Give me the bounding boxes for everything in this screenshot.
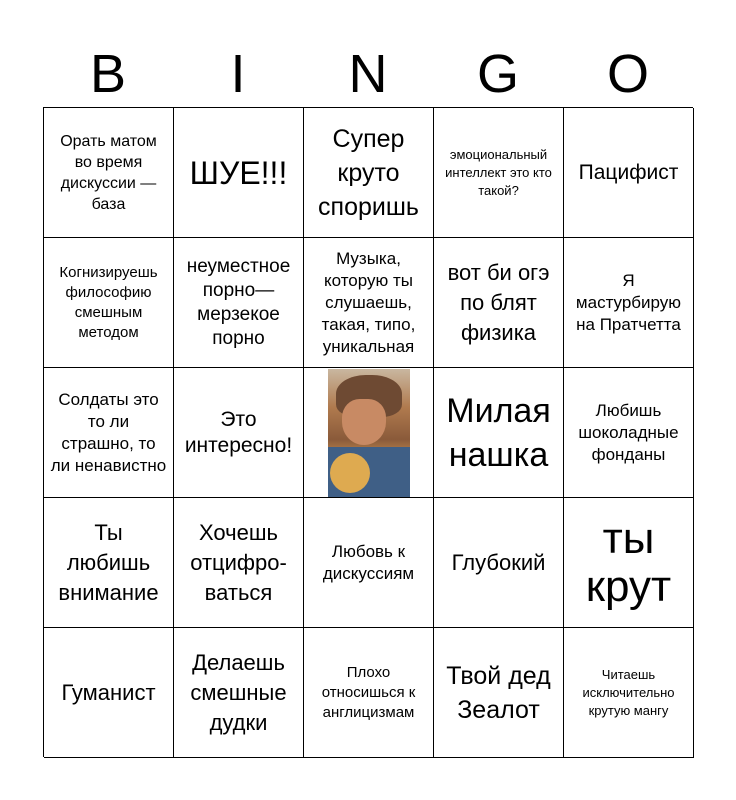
free-space-portrait-image: [328, 369, 410, 497]
bingo-grid: [43, 107, 693, 757]
bingo-cell[interactable]: [174, 108, 304, 238]
cell-text: Любишь шоколадные фонданы: [578, 400, 679, 464]
cell-text: Глубокий: [451, 549, 546, 575]
cell-text: Я мастурбирую на Пратчетта: [575, 270, 682, 334]
cell-text: Твой дед Зеалот: [446, 661, 551, 724]
bingo-cell[interactable]: [434, 238, 564, 368]
cell-text: Супер круто споришь: [318, 124, 419, 221]
cell-text: Плохо относишься к англицизмам: [321, 663, 416, 721]
bingo-cell[interactable]: [564, 238, 694, 368]
cell-text: ты крут: [585, 513, 672, 611]
cell-text: Солдаты это то ли страшно, то ли ненавистно: [50, 389, 167, 475]
bingo-cell[interactable]: [174, 628, 304, 758]
cell-text: Читаешь исключительно крутую мангу: [582, 666, 675, 718]
bingo-cell[interactable]: [174, 498, 304, 628]
bingo-header: [43, 40, 693, 108]
header-letter-i: I: [230, 44, 246, 104]
bingo-cell[interactable]: [434, 108, 564, 238]
cell-text: неуместное порно— мерзекое порно: [186, 255, 291, 349]
cell-text: Милая нашка: [446, 391, 551, 474]
bingo-cell[interactable]: [44, 628, 174, 758]
bingo-cell[interactable]: [564, 108, 694, 238]
cell-text: Любовь к дискуссиям: [322, 541, 415, 583]
header-letter-b: B: [89, 44, 127, 104]
cell-text: Музыка, которую ты слушаешь, такая, типо, уникальная: [321, 248, 416, 356]
cell-text: Хочешь отцифро-ваться: [190, 519, 287, 605]
bingo-cell[interactable]: [174, 238, 304, 368]
bingo-cell[interactable]: [564, 628, 694, 758]
bingo-cell[interactable]: [174, 368, 304, 498]
bingo-cell[interactable]: [304, 238, 434, 368]
portrait-light: [330, 453, 370, 493]
bingo-cell[interactable]: [44, 498, 174, 628]
cell-text: Когнизируешь философию смешным методом: [59, 263, 158, 341]
cell-text: Делаешь смешные дудки: [190, 649, 287, 735]
portrait-face: [342, 399, 386, 445]
cell-text: Пацифист: [578, 160, 679, 184]
header-letter-o: O: [606, 44, 649, 104]
bingo-cell[interactable]: [434, 368, 564, 498]
cell-text: вот би огэ по блят физика: [447, 259, 550, 345]
header-letter-g: G: [476, 44, 519, 104]
cell-text: Это интересно!: [184, 407, 293, 457]
bingo-cell[interactable]: [44, 368, 174, 498]
bingo-cell[interactable]: [304, 108, 434, 238]
bingo-cell[interactable]: [564, 368, 694, 498]
cell-text: Ты любишь внимание: [58, 519, 159, 605]
cell-text: эмоциональный интеллект это кто такой?: [445, 146, 552, 198]
free-space-cell[interactable]: [304, 368, 434, 498]
bingo-cell[interactable]: [564, 498, 694, 628]
cell-text: Орать матом во время дискуссии — база: [60, 132, 157, 213]
bingo-cell[interactable]: [44, 238, 174, 368]
bingo-cell[interactable]: [434, 628, 564, 758]
cell-text: Гуманист: [61, 679, 156, 705]
bingo-cell[interactable]: [304, 498, 434, 628]
bingo-cell[interactable]: [44, 108, 174, 238]
bingo-cell[interactable]: [304, 628, 434, 758]
bingo-cell[interactable]: [434, 498, 564, 628]
header-letter-n: N: [348, 44, 388, 104]
cell-text: ШУЕ!!!: [189, 154, 288, 191]
